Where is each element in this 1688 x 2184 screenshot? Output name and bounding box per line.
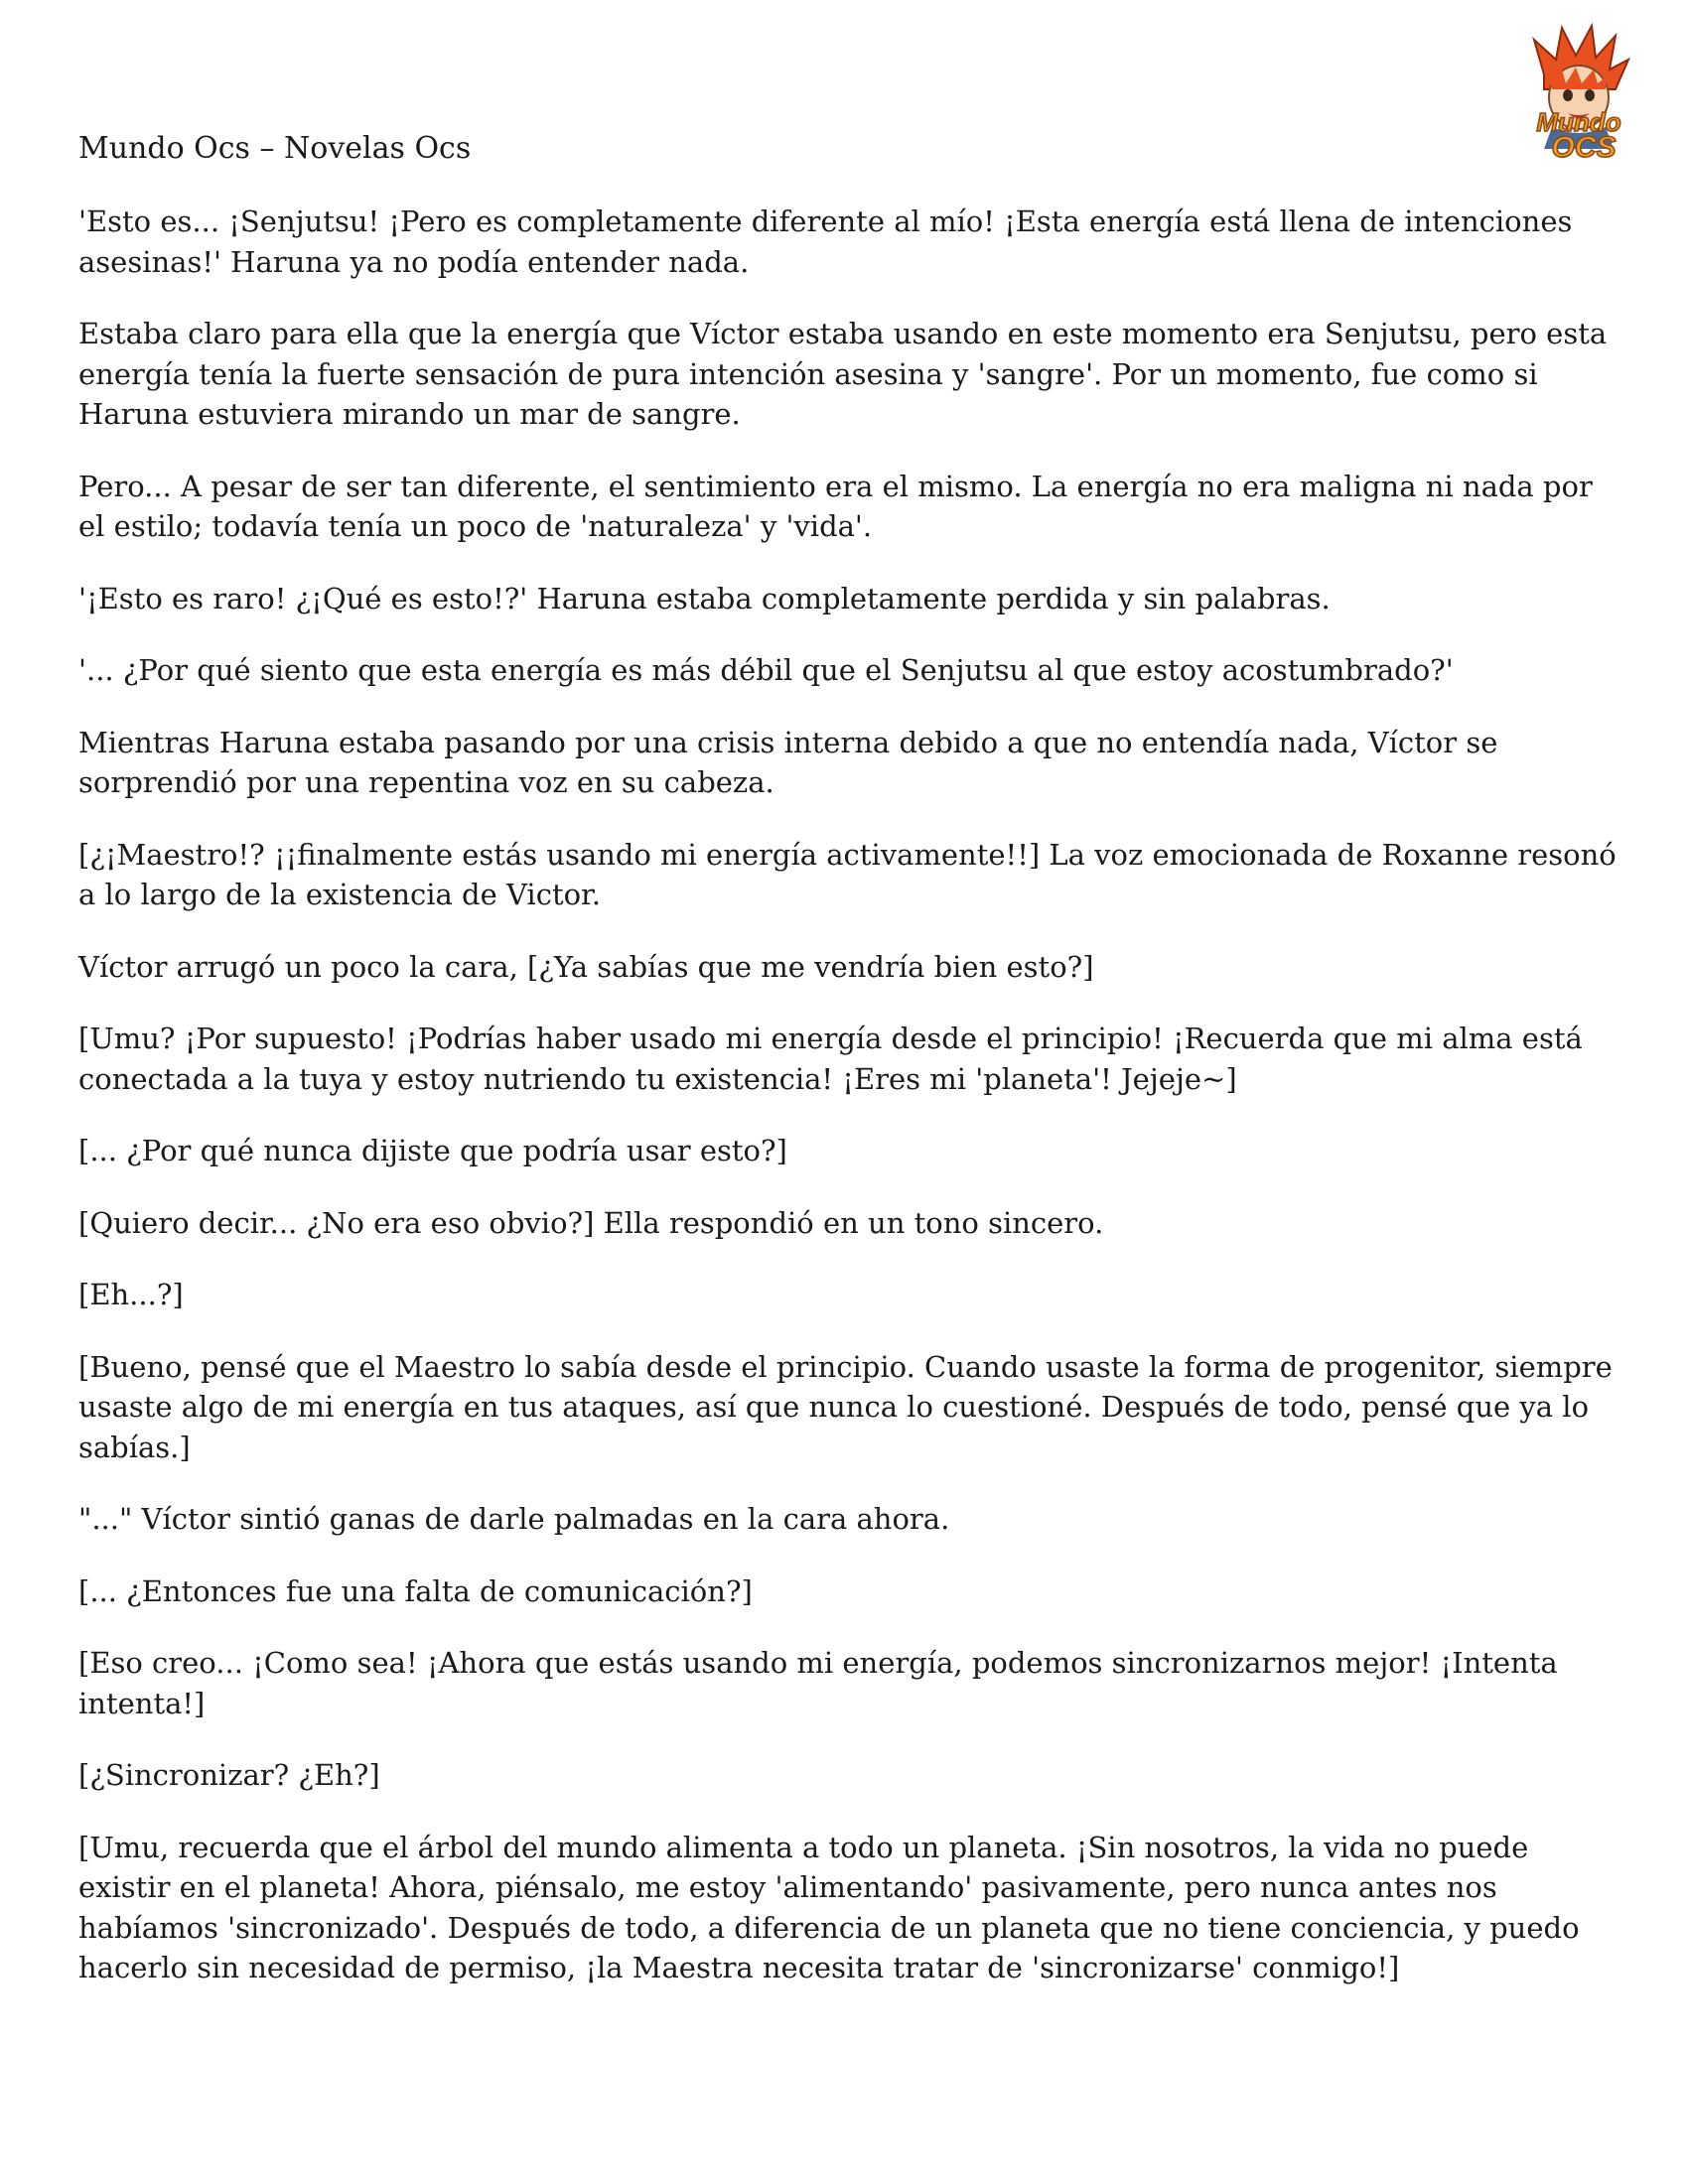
paragraph: [Eso creo... ¡Como sea! ¡Ahora que estás usando mi energía, podemos sincronizarnos mejor! ¡Intenta intenta!] (78, 1646, 1558, 1720)
paragraph: Víctor arrugó un poco la cara, [¿Ya sabías que me vendría bien esto?] (78, 949, 1094, 984)
document-body (78, 202, 1627, 2020)
mundo-ocs-logo (1504, 20, 1653, 169)
paragraph: [Umu? ¡Por supuesto! ¡Podrías haber usado mi energía desde el principio! ¡Recuerda que mi alma está conectada a la tuya y estoy nutriendo tu existencia! ¡Eres mi 'planeta'! Jejeje~] (78, 1022, 1583, 1096)
paragraph: Pero... A pesar de ser tan diferente, el sentimiento era el mismo. La energía no era maligna ni nada por el estilo; todavía tenía un poco de 'naturaleza' y 'vida'. (78, 469, 1593, 543)
svg-text:OCS: OCS (1551, 131, 1617, 164)
paragraph: '¡Esto es raro! ¿¡Qué es esto!?' Haruna estaba completamente perdida y sin palabras. (78, 581, 1331, 615)
svg-text:Mundo: Mundo (1536, 107, 1621, 137)
paragraph: [... ¿Por qué nunca dijiste que podría usar esto?] (78, 1134, 787, 1167)
paragraph: Mientras Haruna estaba pasando por una crisis interna debido a que no entendía nada, Víctor se sorprendió por una repentina voz en su cabeza. (78, 725, 1498, 799)
paragraph: [Umu, recuerda que el árbol del mundo alimenta a todo un planeta. ¡Sin nosotros, la vida no puede existir en el planeta! Ahora, piénsalo, me estoy 'alimentando' pasivamente, pero nunca antes nos habíamos 'sincronizado'. Después de todo, a diferencia de un planeta que no tiene conciencia, y puedo hacerlo sin necesidad de permiso, ¡la Maestra necesita tratar de 'sincronizarse' conmigo!] (78, 1830, 1580, 1984)
paragraph: [Bueno, pensé que el Maestro lo sabía desde el principio. Cuando usaste la forma de progenitor, siempre usaste algo de mi energía en tus ataques, así que nunca lo cuestioné. Después de todo, pensé que ya lo sabías.] (78, 1349, 1613, 1464)
paragraph: [... ¿Entonces fue una falta de comunicación?] (78, 1573, 753, 1608)
document-header: Mundo Ocs – Novelas Ocs (78, 131, 472, 166)
paragraph: [¿Sincronizar? ¿Eh?] (78, 1758, 380, 1792)
paragraph: [¿¡Maestro!? ¡¡finalmente estás usando mi energía activamente!!] La voz emocionada de Roxanne resonó a lo largo de la existencia de Victor. (78, 837, 1617, 911)
paragraph: Estaba claro para ella que la energía que Víctor estaba usando en este momento era Senjutsu, pero esta energía tenía la fuerte sensación de pura intención asesina y 'sangre'. Por un momento, fue como si Haruna estuviera mirando un mar de sangre. (78, 317, 1608, 431)
paragraph: [Quiero decir... ¿No era eso obvio?] Ella respondió en un tono sincero. (78, 1205, 1104, 1240)
paragraph: 'Esto es... ¡Senjutsu! ¡Pero es completamente diferente al mío! ¡Esta energía está llena de intenciones asesinas!' Haruna ya no podía entender nada. (78, 205, 1573, 279)
paragraph: [Eh...?] (78, 1278, 184, 1311)
logo-mascot-icon (1504, 20, 1653, 169)
paragraph: '... ¿Por qué siento que esta energía es más débil que el Senjutsu al que estoy acostumbrado?' (78, 653, 1454, 687)
paragraph: "..." Víctor sintió ganas de darle palmadas en la cara ahora. (78, 1502, 950, 1536)
